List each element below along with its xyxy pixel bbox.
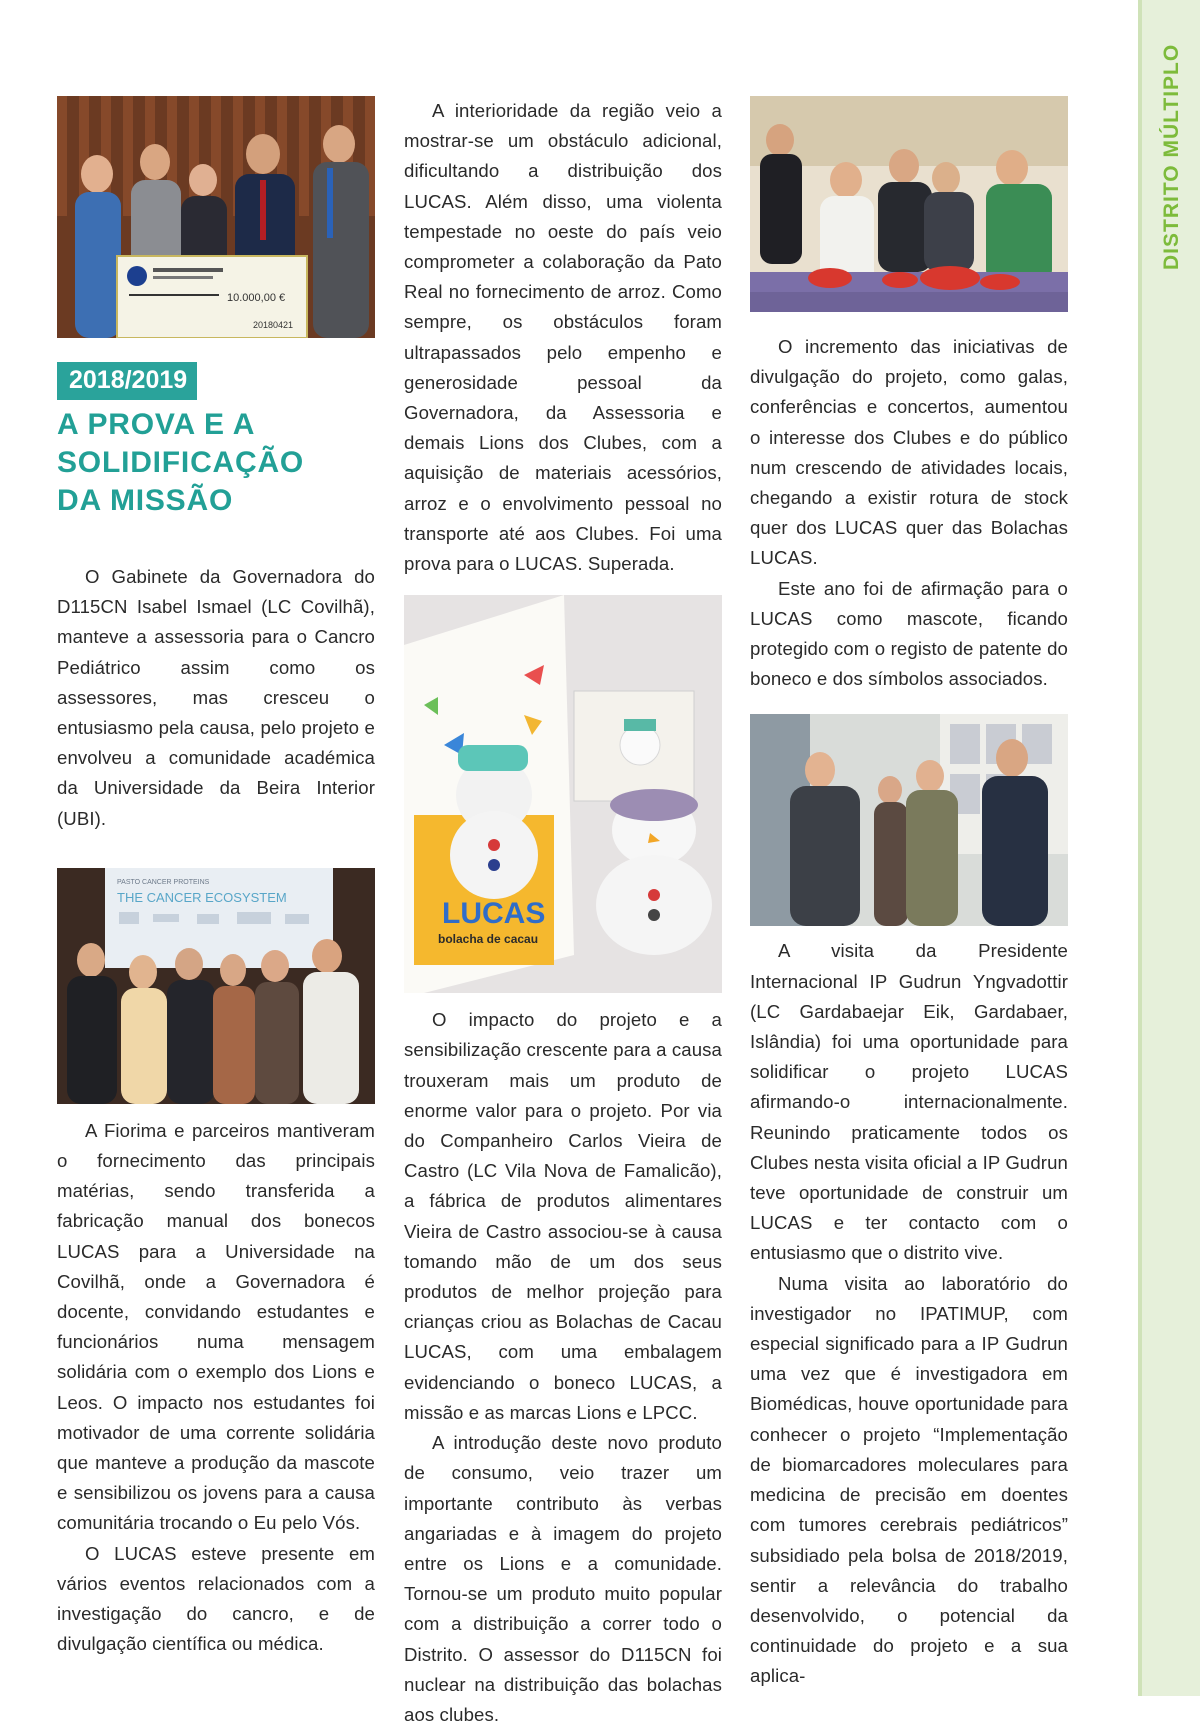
column-1 bbox=[57, 96, 375, 1659]
section-side-label: DISTRITO MÚLTIPLO bbox=[1160, 43, 1183, 270]
screen-small-text: PASTO CANCER PROTEINS bbox=[117, 878, 210, 886]
headline-line-3: DA MISSÃO bbox=[57, 484, 234, 517]
column-2 bbox=[404, 96, 722, 1730]
col3-paragraph-4: Numa visita ao laboratório do investigador no IPATIMUP, com especial significado para a IP Gudrun uma vez que é investigadora em Biomédicas, houve oportunidade para conhecer o projeto “Implementação de biomarcadores moleculares para medicina de precisão em doentes com tumores cerebrais pediátricos” subsidiado pela bolsa de 2018/2019, sentir a relevância do trabalho desenvolvido, o potencial da continuidade do projeto e a sua aplica- bbox=[750, 1272, 1068, 1687]
photo-lucas-cookie-box bbox=[404, 595, 722, 993]
col1-paragraph-1: O Gabinete da Governadora do D115CN Isabel Ismael (LC Covilhã), manteve a assessoria para o Cancro Pediátrico assim como os assessores, mas cresceu o entusiasmo pela causa, pelo projeto e envolveu a comunidade académica da Universidade da Beira Interior (UBI). bbox=[57, 566, 375, 829]
col3-paragraph-1: O incremento das iniciativas de divulgação do projeto, como galas, conferências e concertos, aumentou o interesse dos Clubes e do público num crescendo de atividades locais, chegando a existir rotura de stock quer dos LUCAS quer das Bolachas LUCAS. bbox=[750, 336, 1068, 569]
box-sublabel: bolacha de cacau bbox=[438, 932, 539, 947]
col2-paragraph-3: A introdução deste novo produto de consumo, veio trazer um importante contributo às verbas angariadas e à imagem do projeto entre os Lions e a comunidade. Tornou-se um produto muito popular com a distribuição a correr todo o Distrito. O assessor do D115CN foi nuclear na distribuição das bolachas aos clubes. bbox=[404, 1432, 722, 1725]
col2-paragraph-2: O impacto do projeto e a sensibilização crescente para a causa trouxeram mais um produto de enorme valor para o projeto. Por via do Companheiro Carlos Vieira de Castro (LC Vila Nova de Famalicão), a fábrica de produtos alimentares Vieira de Castro associou-se à causa tomando mão de um dos seus produtos de melhor projeção para crianças criou as Bolachas de Cacau LUCAS, com uma embalagem evidenciando o boneco LUCAS, a missão e as marcas Lions e LPCC. bbox=[404, 1009, 722, 1423]
section-year-badge: 2018/2019 bbox=[57, 362, 197, 400]
headline-line-1: A PROVA E A bbox=[57, 408, 256, 441]
col2-paragraph-1: A interioridade da região veio a mostrar-se um obstáculo adicional, dificultando a distribuição dos LUCAS. Além disso, uma violenta tempestade no oeste do país veio comprometer a colaboração da Pato Real no fornecimento de arroz. Como sempre, os obstáculos foram ultrapassados pelo empenho e generosidade pessoal da Governadora, da Assessoria e demais Lions dos Clubes, com a aquisição de materiais acessórios, arroz e o envolvimento pessoal no transporte até aos Clubes. Foi uma prova para o LUCAS. Superada. bbox=[404, 100, 722, 575]
headline-line-2: SOLIDIFICAÇÃO bbox=[57, 446, 305, 479]
col1-paragraph-2: A Fiorima e parceiros mantiveram o fornecimento das principais matérias, sendo transferida a fabricação manual dos bonecos LUCAS para a Universidade na Covilhã, onde a Governadora é docente, convidando estudantes e funcionários numa mensagem solidária com o exemplo dos Lions e Leos. O impacto nos estudantes foi motivador de uma corrente solidária que manteve a produção da mascote e sensibilizou os jovens para a causa comunitária trocando o Eu pelo Vós. bbox=[57, 1119, 375, 1534]
photo-laboratory-visit bbox=[750, 714, 1068, 926]
photo-workshop-table bbox=[750, 96, 1068, 312]
column-3 bbox=[750, 96, 1068, 1692]
photo-cancer-ecosystem-event bbox=[57, 868, 375, 1104]
cheque-amount: 10.000,00 € bbox=[227, 292, 286, 304]
photo-cheque-presentation bbox=[57, 96, 375, 338]
box-brand-label: LUCAS bbox=[442, 897, 546, 931]
col1-paragraph-3: O LUCAS esteve presente em vários eventos relacionados com a investigação do cancro, e de divulgação científica ou médica. bbox=[57, 1542, 375, 1655]
col3-paragraph-2: Este ano foi de afirmação para o LUCAS como mascote, ficando protegido com o registo de patente do boneco e dos símbolos associados. bbox=[750, 577, 1068, 690]
section-headline bbox=[57, 406, 375, 520]
side-strip bbox=[1138, 0, 1200, 1696]
col3-paragraph-3: A visita da Presidente Internacional IP Gudrun Yngvadottir (LC Gardabaejar Eik, Gardabaer, Islândia) foi uma oportunidade para solidificar o projeto LUCAS afirmando-o internacionalmente. Reunindo praticamente todos os Clubes nesta visita oficial a IP Gudrun teve oportunidade de construir um LUCAS e ter contacto com o entusiasmo que o distrito vive. bbox=[750, 940, 1068, 1264]
screen-title: THE CANCER ECOSYSTEM bbox=[117, 889, 287, 905]
cheque-date: 20180421 bbox=[253, 320, 294, 330]
